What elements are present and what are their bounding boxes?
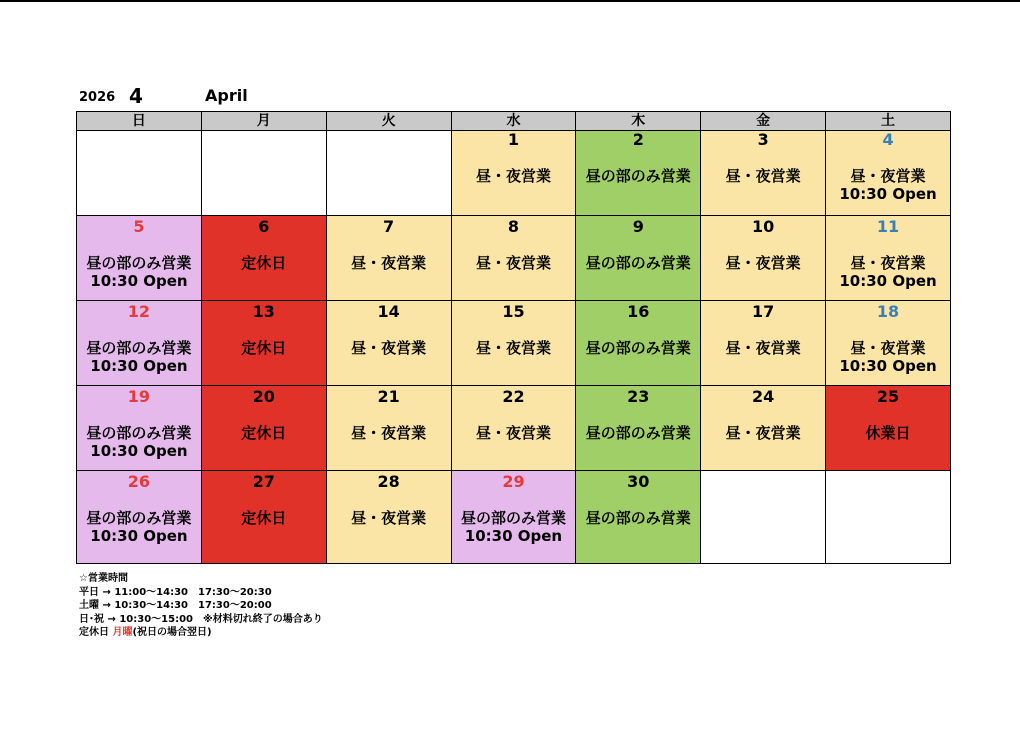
day-status: 昼の部のみ営業 (585, 167, 691, 185)
day-status: 昼・夜営業 (725, 339, 801, 357)
day-cell (326, 216, 451, 301)
open-time-note: 10:30 Open (90, 357, 188, 375)
day-cell (77, 471, 202, 564)
day-number: 14 (377, 302, 400, 321)
day-number: 12 (127, 302, 151, 321)
week-row (77, 131, 951, 216)
day-cell (451, 131, 576, 216)
day-status: 昼・夜営業 (351, 424, 427, 442)
day-status: 昼・夜営業 (475, 424, 551, 442)
business-hours-notes (79, 572, 323, 640)
day-cell (576, 216, 701, 301)
day-cell (201, 471, 326, 564)
empty-day-cell (326, 131, 451, 216)
day-number: 26 (127, 472, 151, 491)
day-cell (701, 131, 826, 216)
week-row (77, 386, 951, 471)
day-number: 13 (252, 302, 275, 321)
day-number: 16 (627, 302, 650, 321)
day-number: 21 (377, 387, 400, 406)
day-cell (826, 131, 951, 216)
day-status: 昼・夜営業 (725, 167, 801, 185)
day-status: 昼の部のみ営業 (585, 509, 691, 527)
top-border-line (0, 0, 1020, 2)
day-status: 昼の部のみ営業 (585, 339, 691, 357)
weekday-fri: 金 (701, 112, 826, 131)
day-number: 5 (133, 217, 145, 236)
empty-day-cell (201, 131, 326, 216)
day-cell (826, 216, 951, 301)
day-cell (326, 471, 451, 564)
day-status: 昼の部のみ営業 (460, 509, 566, 527)
closed-day-name: 月曜 (112, 627, 133, 638)
open-time-note: 10:30 Open (839, 357, 937, 375)
day-status: 定休日 (241, 509, 287, 527)
day-number: 1 (507, 130, 520, 149)
day-status: 昼・夜営業 (850, 167, 926, 185)
day-cell (576, 131, 701, 216)
day-number: 10 (752, 217, 775, 236)
day-cell (451, 471, 576, 564)
open-time-note: 10:30 Open (90, 527, 188, 545)
day-number: 28 (377, 472, 400, 491)
week-row (77, 471, 951, 564)
weekday-tue: 火 (326, 112, 451, 131)
weekday-thu: 木 (576, 112, 701, 131)
week-row (77, 216, 951, 301)
calendar-title (79, 84, 479, 110)
hours-sunday-holiday: 日･祝 → 10:30～15:00 ※材料切れ終了の場合あり (79, 613, 323, 625)
day-status: 昼の部のみ営業 (86, 424, 192, 442)
day-cell (201, 301, 326, 386)
day-number: 20 (252, 387, 275, 406)
day-status: 昼の部のみ営業 (585, 424, 691, 442)
day-number: 22 (502, 387, 525, 406)
day-number: 27 (252, 472, 275, 491)
day-status: 休業日 (865, 424, 911, 442)
open-time-note: 10:30 Open (90, 442, 188, 460)
day-number: 2 (632, 130, 644, 149)
open-time-note: 10:30 Open (839, 272, 937, 290)
day-number: 25 (876, 387, 900, 406)
closed-day-prefix: 定休日 (79, 627, 113, 638)
day-number: 15 (502, 302, 525, 321)
empty-day-cell (701, 471, 826, 564)
day-status: 昼・夜営業 (475, 254, 551, 272)
day-status: 昼・夜営業 (351, 509, 427, 527)
empty-day-cell (77, 131, 202, 216)
open-time-note: 10:30 Open (464, 527, 563, 545)
day-number: 9 (632, 217, 644, 236)
day-cell (701, 386, 826, 471)
day-status: 昼・夜営業 (725, 424, 801, 442)
day-number: 29 (502, 472, 525, 491)
day-number: 4 (882, 130, 894, 149)
day-status: 昼・夜営業 (475, 167, 551, 185)
day-number: 6 (258, 217, 270, 236)
weekday-sat: 土 (826, 112, 951, 131)
day-number: 30 (627, 472, 650, 491)
day-cell (826, 386, 951, 471)
hours-saturday: 土曜 → 10:30～14:30 17:30～20:00 (79, 600, 272, 611)
day-cell (701, 216, 826, 301)
open-time-note: 10:30 Open (90, 272, 188, 290)
day-number: 7 (383, 217, 395, 236)
day-cell (451, 216, 576, 301)
day-status: 昼・夜営業 (351, 339, 427, 357)
day-status: 定休日 (241, 254, 287, 272)
day-cell (826, 301, 951, 386)
day-number: 17 (752, 302, 775, 321)
day-cell (326, 386, 451, 471)
day-cell (77, 216, 202, 301)
weekday-wed: 水 (451, 112, 576, 131)
day-cell (451, 301, 576, 386)
day-number: 19 (127, 387, 151, 406)
day-status: 定休日 (241, 424, 287, 442)
day-cell (77, 386, 202, 471)
day-cell (326, 301, 451, 386)
month-name: April (205, 86, 248, 105)
calendar-grid (76, 111, 951, 564)
day-cell (701, 301, 826, 386)
day-cell (576, 386, 701, 471)
closed-day-note (79, 626, 323, 640)
day-status: 昼の部のみ営業 (86, 509, 192, 527)
day-status: 昼・夜営業 (351, 254, 427, 272)
hours-heading: ☆営業時間 (79, 573, 128, 584)
day-number: 24 (752, 387, 775, 406)
day-status: 定休日 (241, 339, 287, 357)
day-cell (201, 216, 326, 301)
day-status: 昼・夜営業 (850, 339, 926, 357)
week-row (77, 301, 951, 386)
day-cell (451, 386, 576, 471)
open-time-note: 10:30 Open (839, 185, 937, 203)
weekday-sun: 日 (77, 112, 202, 131)
day-number: 8 (507, 217, 520, 236)
day-status: 昼・夜営業 (475, 339, 551, 357)
weekday-header-row (77, 112, 951, 131)
day-status: 昼の部のみ営業 (86, 254, 192, 272)
day-number: 11 (876, 217, 900, 236)
day-number: 3 (757, 130, 769, 149)
day-cell (201, 386, 326, 471)
empty-day-cell (826, 471, 951, 564)
weekday-mon: 月 (201, 112, 326, 131)
day-status: 昼の部のみ営業 (585, 254, 691, 272)
hours-weekday: 平日 → 11:00～14:30 17:30～20:30 (79, 586, 272, 598)
day-status: 昼・夜営業 (725, 254, 801, 272)
year-label: 2026 (79, 90, 116, 105)
day-status: 昼の部のみ営業 (86, 339, 192, 357)
day-cell (77, 301, 202, 386)
day-number: 23 (627, 387, 650, 406)
day-status: 昼・夜営業 (850, 254, 926, 272)
day-cell (576, 301, 701, 386)
month-number: 4 (129, 84, 143, 108)
day-number: 18 (876, 302, 900, 321)
closed-day-suffix: (祝日の場合翌日) (132, 627, 212, 638)
day-cell (576, 471, 701, 564)
